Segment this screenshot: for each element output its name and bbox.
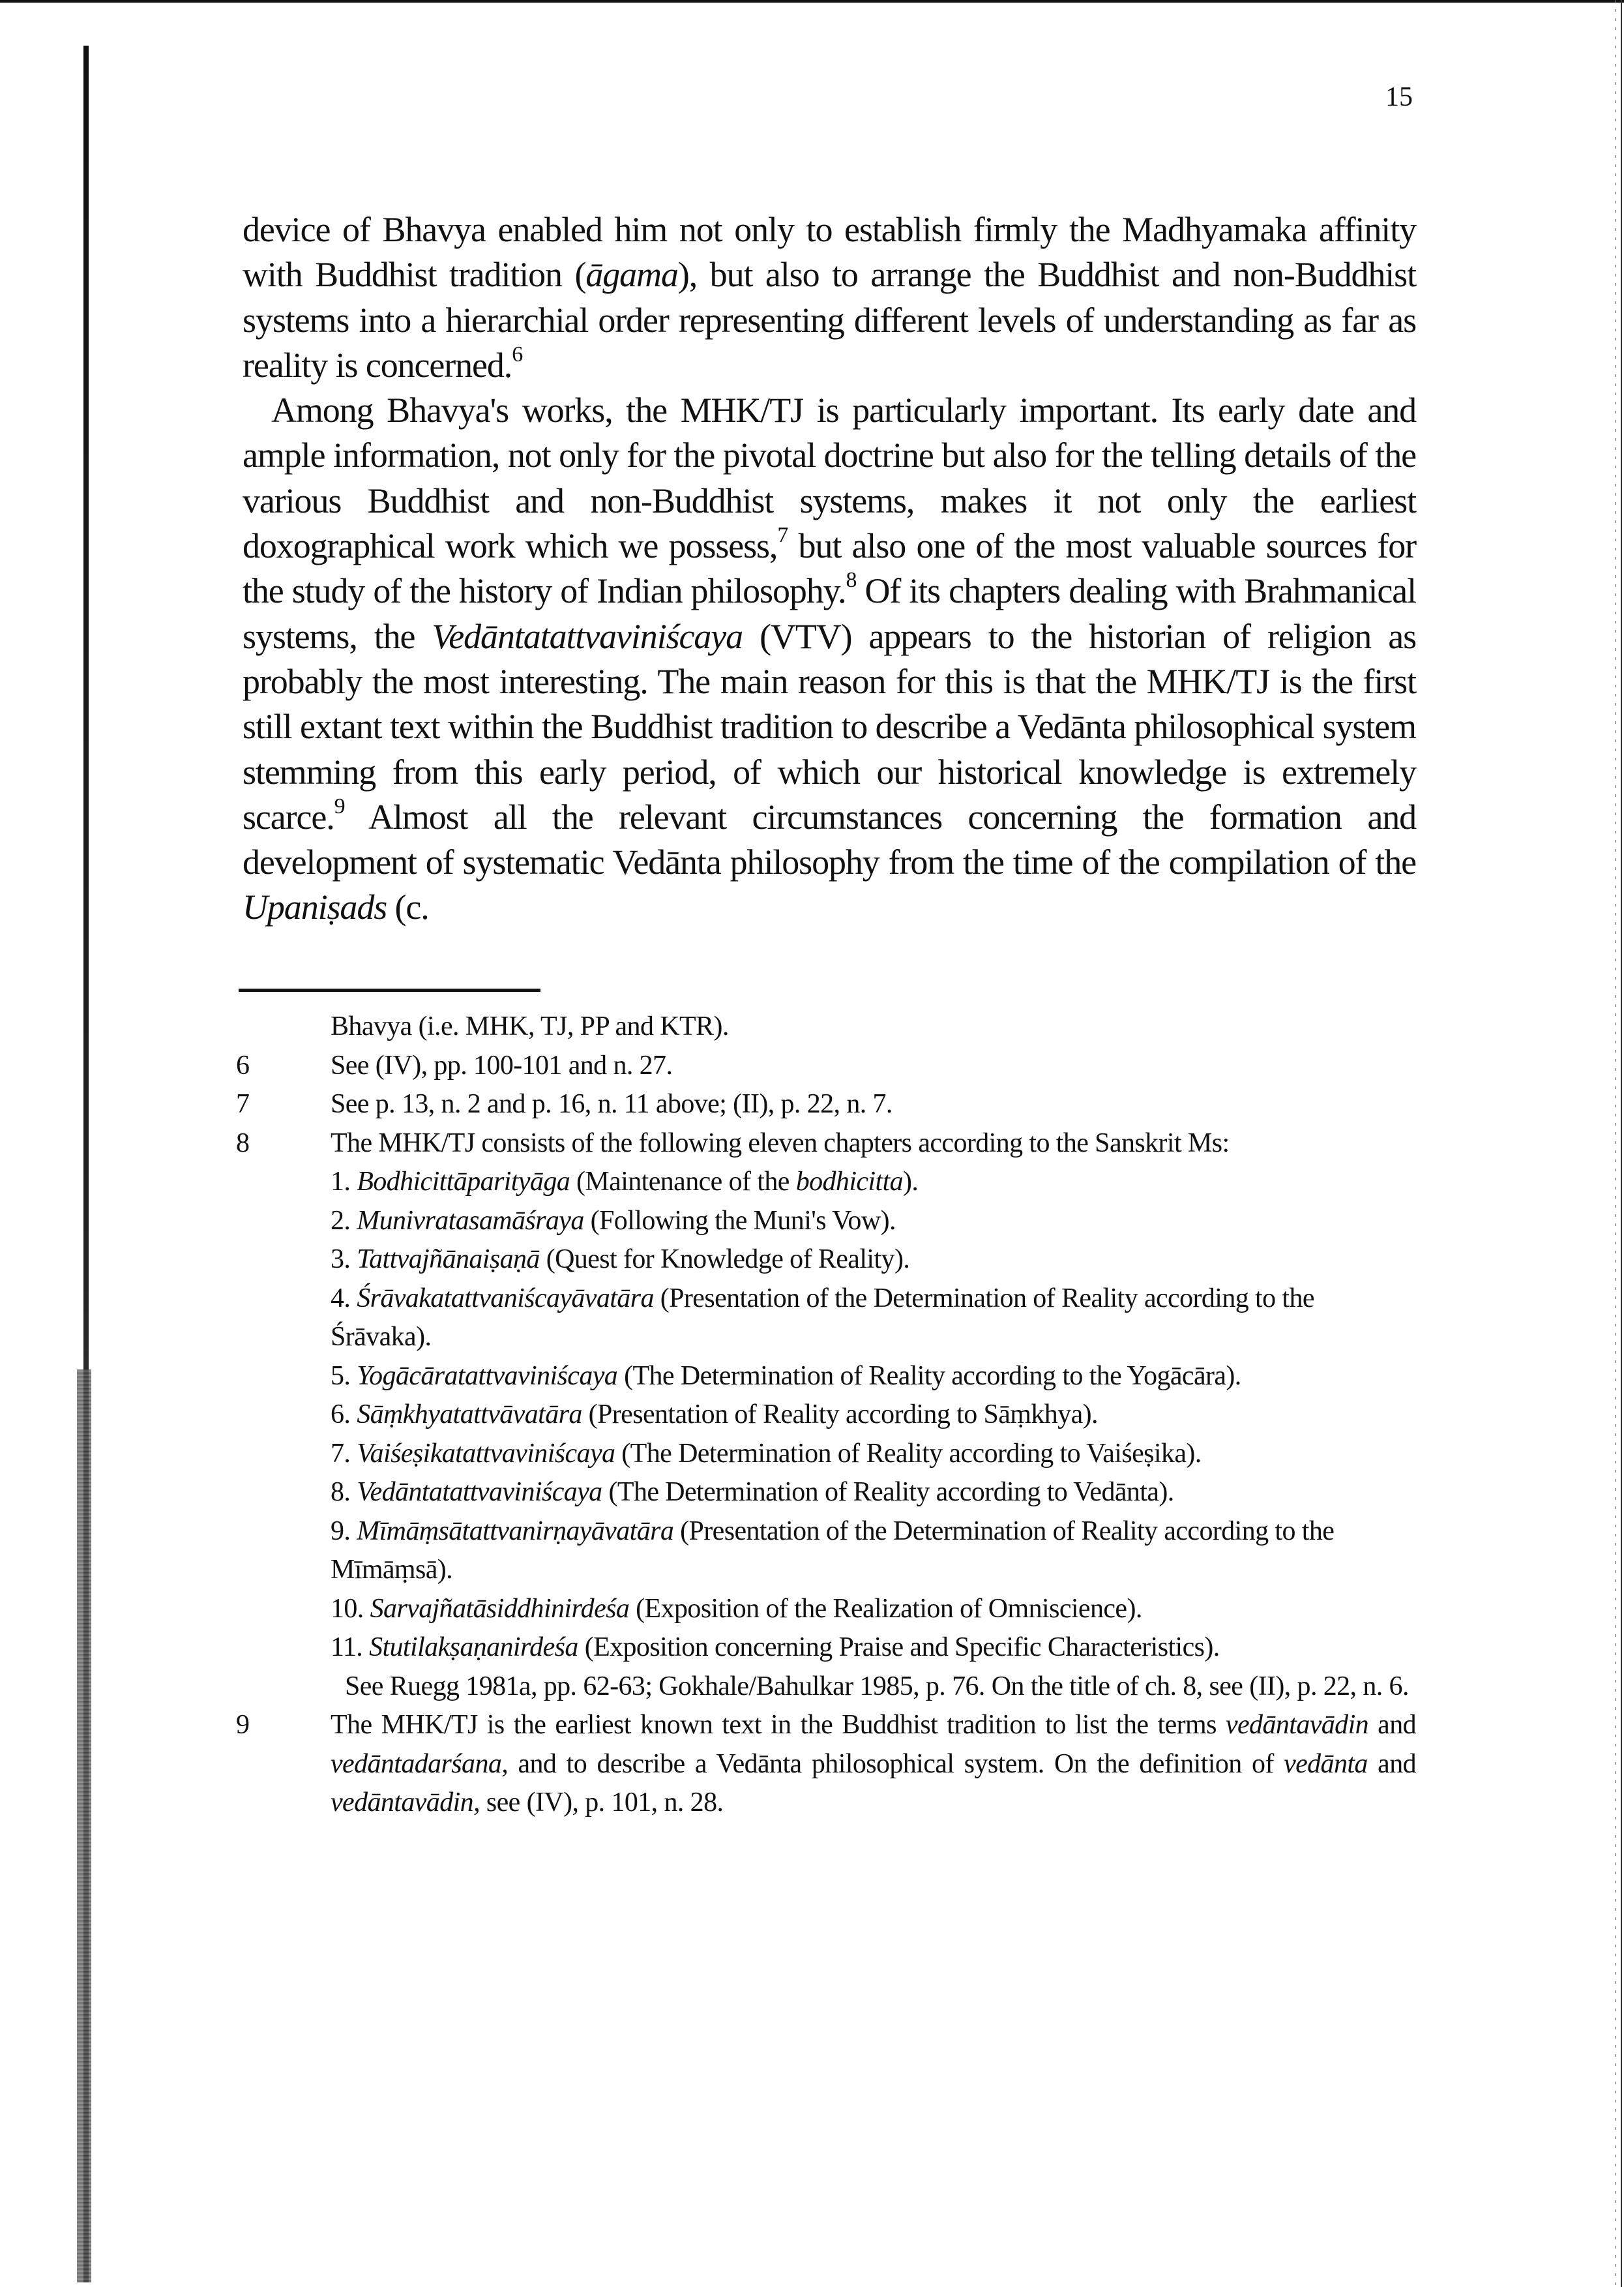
footnote-number: 7 [236,1089,250,1119]
term-upanisads: Upaniṣads [243,888,387,927]
footnotes [229,1008,1416,1823]
paragraph-1 [243,207,1416,388]
chapter-item: 4. Śrāvakatattvaniścayāvatāra (Presentation of the Determination of Reality according to the Śrāvaka). [331,1283,1314,1352]
chapter-title: Sāṃkhyatattvāvatāra [357,1399,582,1429]
chapter-item: 10. Sarvajñatāsiddhinirdeśa (Exposition of the Realization of Omniscience). [331,1593,1142,1624]
footnote-ref-6[interactable]: 6 [512,342,523,367]
footnote-text: The MHK/TJ is the earliest known text in the Buddhist tradition to list the terms vedāntavādin and vedāntadarśana, and to describe a Vedānta philosophical system. On the definition of vedānta and vedāntavādin, see (IV), p. 101, n. 28. [331,1710,1416,1817]
footnote-closing: See Ruegg 1981a, pp. 62-63; Gokhale/Bahulkar 1985, p. 76. On the title of ch. 8, see (II), p. 22, n. 6. [345,1671,1409,1701]
chapter-title: Vedāntatattvaviniścaya [357,1477,602,1507]
chapter-title: Bodhicittāparityāga [357,1167,570,1197]
chapter-title: Sarvajñatāsiddhinirdeśa [370,1593,630,1624]
scan-binding-shadow-lower [77,1369,91,2282]
footnote-7 [229,1085,1416,1124]
footnote-continuation: Bhavya (i.e. MHK, TJ, PP and KTR). [331,1011,729,1041]
footnote-8 [229,1124,1416,1707]
footnote-9 [229,1706,1416,1823]
chapter-title: Tattvajñānaiṣaṇā [357,1244,540,1274]
scan-top-edge [0,0,1624,3]
chapter-title: Śrāvakatattvaniścayāvatāra [357,1283,654,1313]
page-number: 15 [1385,82,1413,112]
chapter-item: 6. Sāṃkhyatattvāvatāra (Presentation of Reality according to Sāṃkhya). [331,1399,1098,1429]
chapter-list [331,1163,1416,1667]
chapter-item: 8. Vedāntatattvaviniścaya (The Determination of Reality according to Vedānta). [331,1477,1174,1507]
text-run: device of Bhavya enabled him not only to establish firmly the Madhyamaka affinity with Buddhist tradition ( [243,210,1416,295]
chapter-item: 5. Yogācāratattvaviniścaya (The Determination of Reality according to the Yogācāra). [331,1360,1241,1391]
chapter-item: 2. Munivratasamāśraya (Following the Muni's Vow). [331,1205,896,1236]
text-run: Of its chapters dealing with Brahmanical systems, the [243,571,1416,656]
chapter-item: 9. Mīmāṃsātattvanirṇayāvatāra (Presentation of the Determination of Reality according to the Mīmāṃsā). [331,1516,1335,1585]
text-run: ), but also to arrange the Buddhist and non-Buddhist systems into a hierarchial order representing different levels of understanding as far as reality is concerned. [243,255,1416,385]
footnote-text: See p. 13, n. 2 and p. 16, n. 11 above; (II), p. 22, n. 7. [331,1089,893,1119]
text-run: (VTV) appears to the historian of religion as probably the most interesting. The main reason for this is that the MHK/TJ is the first still extant text within the Buddhist tradition to describe a Vedānta philosophical system stemming from this early period, of which our historical knowledge is extremely scarce. [243,616,1416,837]
scan-right-edge [1621,0,1622,2287]
term-vtv: Vedāntatattvaviniścaya [432,616,743,656]
chapter-title: Mīmāṃsātattvanirṇayāvatāra [357,1516,674,1546]
chapter-item: 11. Stutilakṣaṇanirdeśa (Exposition concerning Praise and Specific Characteristics). [331,1632,1220,1662]
footnote-text: See (IV), pp. 100-101 and n. 27. [331,1050,673,1081]
footnote-number: 8 [236,1128,250,1158]
text-run: but also one of the most valuable sources for the study of the history of Indian philosophy. [243,526,1417,611]
text-run: Almost all the relevant circumstances concerning the formation and development of systematic Vedānta philosophy from the time of the compilation of the [243,797,1416,882]
main-text [243,207,1416,931]
footnote-ref-7[interactable]: 7 [777,523,788,548]
chapter-item: 7. Vaiśeṣikatattvaviniścaya (The Determination of Reality according to Vaiśeṣika). [331,1438,1202,1469]
footnote-number: 6 [236,1050,250,1081]
footnote-separator [239,989,540,992]
footnote-intro: The MHK/TJ consists of the following eleven chapters according to the Sanskrit Ms: [331,1128,1230,1158]
term-agama: āgama [585,255,678,295]
chapter-item: 1. Bodhicittāparityāga (Maintenance of the bodhicitta). [331,1167,919,1197]
paragraph-2 [243,388,1416,931]
footnote-ref-9[interactable]: 9 [334,794,345,819]
footnote-number: 9 [236,1710,250,1740]
text-run: Among Bhavya's works, the MHK/TJ is particularly important. Its early date and ample information, not only for the pivotal doctrine but also for the telling details of the various Buddhist and non-Buddhist systems, makes it not only the earliest doxographical work which we possess, [243,391,1416,566]
chapter-title: Stutilakṣaṇanirdeśa [369,1632,578,1662]
chapter-title: Vaiśeṣikatattvaviniścaya [357,1438,615,1469]
chapter-title: Munivratasamāśraya [357,1205,584,1236]
chapter-item: 3. Tattvajñānaiṣaṇā (Quest for Knowledge of Reality). [331,1244,910,1274]
chapter-title: Yogācāratattvaviniścaya [357,1360,618,1391]
text-run: (c. [387,888,429,927]
footnote-6 [229,1047,1416,1086]
scan-right-edge-noise [1615,0,1616,2287]
footnote-ref-8[interactable]: 8 [846,568,857,593]
